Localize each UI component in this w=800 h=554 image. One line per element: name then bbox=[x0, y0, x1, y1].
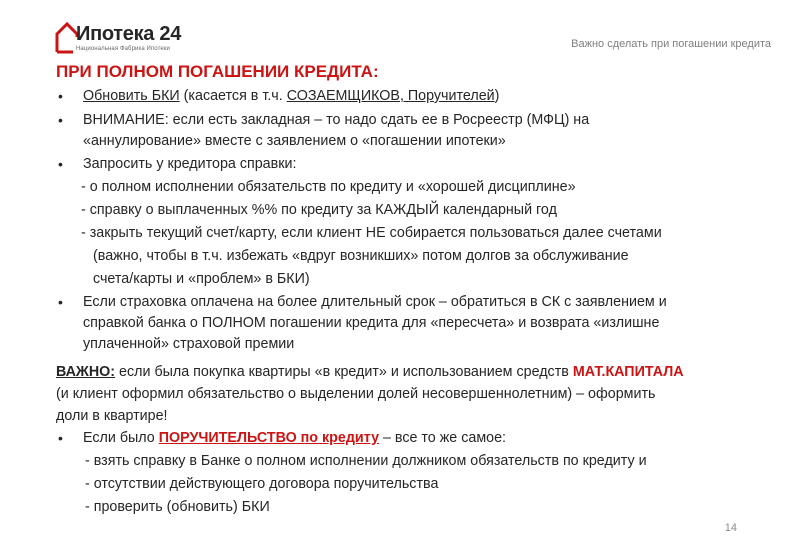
bullet-3-line1: Запросить у кредитора справки: bbox=[83, 156, 297, 172]
bullet-2-line2: «аннулирование» вместе с заявлением о «погашении ипотеки» bbox=[83, 133, 506, 149]
bullet-4-line2: справкой банка о ПОЛНОМ погашении кредита для «пересчета» и возврата «излишне bbox=[83, 315, 660, 331]
bullet-icon: • bbox=[58, 294, 63, 310]
b1-part2: (касается в т.ч. bbox=[179, 88, 287, 104]
b5-part1: Если было bbox=[83, 430, 159, 446]
bullet-icon: • bbox=[58, 156, 63, 172]
b1-part4: ) bbox=[494, 88, 500, 104]
guarantee-highlight: ПОРУЧИТЕЛЬСТВО по кредиту bbox=[158, 430, 380, 446]
bullet-icon: • bbox=[58, 430, 63, 446]
bullet-4-line3: уплаченной» страховой премии bbox=[83, 336, 295, 352]
bullet-5-sub3: - проверить (обновить) БКИ bbox=[85, 499, 270, 515]
important-line1 bbox=[56, 362, 684, 382]
header-note: Важно сделать при погашении кредита bbox=[571, 38, 771, 50]
bullet-5-sub1: - взять справку в Банке о полном исполнении должником обязательств по кредиту и bbox=[85, 453, 647, 469]
bullet-5-line1 bbox=[83, 428, 506, 448]
bullet-1 bbox=[83, 86, 499, 106]
logo-tagline: Национальная Фабрика Ипотеки bbox=[76, 46, 170, 52]
bki-update-text: Обновить БКИ bbox=[83, 88, 180, 104]
mat-capital-highlight: МАТ.КАПИТАЛА bbox=[572, 364, 684, 380]
bullet-4-line1: Если страховка оплачена на более длительный срок – обратиться в СК с заявлением и bbox=[83, 294, 667, 310]
bullet-5-sub2: - отсутствии действующего договора поручительства bbox=[85, 476, 439, 492]
bullet-3-sub1: - о полном исполнении обязательств по кредиту и «хорошей дисциплине» bbox=[81, 179, 576, 195]
important-line2: (и клиент оформил обязательство о выделении долей несовершеннолетним) – оформить bbox=[56, 386, 656, 402]
bullet-3-sub2: - справку о выплаченных %% по кредиту за КАЖДЫЙ календарный год bbox=[81, 202, 557, 218]
bullet-3-sub3b: (важно, чтобы в т.ч. избежать «вдруг возникших» потом долгов за обслуживание bbox=[93, 248, 629, 264]
logo-name: Ипотека 24 bbox=[76, 23, 182, 45]
page-number: 14 bbox=[724, 522, 737, 534]
bullet-3-sub3c: счета/карты и «проблем» в БКИ) bbox=[93, 271, 310, 287]
b5-part3: – все то же самое: bbox=[379, 430, 507, 446]
bullet-2-line1: ВНИМАНИЕ: если есть закладная – то надо сдать ее в Росреестр (МФЦ) на bbox=[83, 112, 590, 128]
b1-coborrowers: СОЗАЕМЩИКОВ, Поручителей bbox=[286, 88, 495, 104]
important-label: ВАЖНО: bbox=[56, 364, 116, 380]
page-title: ПРИ ПОЛНОМ ПОГАШЕНИИ КРЕДИТА: bbox=[56, 62, 379, 81]
bullet-icon: • bbox=[58, 112, 63, 128]
important-line3: доли в квартире! bbox=[56, 408, 168, 424]
bullet-3-sub3: - закрыть текущий счет/карту, если клиент НЕ собирается пользоваться далее счетами bbox=[81, 225, 662, 241]
bullet-icon: • bbox=[58, 88, 63, 104]
important-text: если была покупка квартиры «в кредит» и использованием средств bbox=[115, 364, 573, 380]
